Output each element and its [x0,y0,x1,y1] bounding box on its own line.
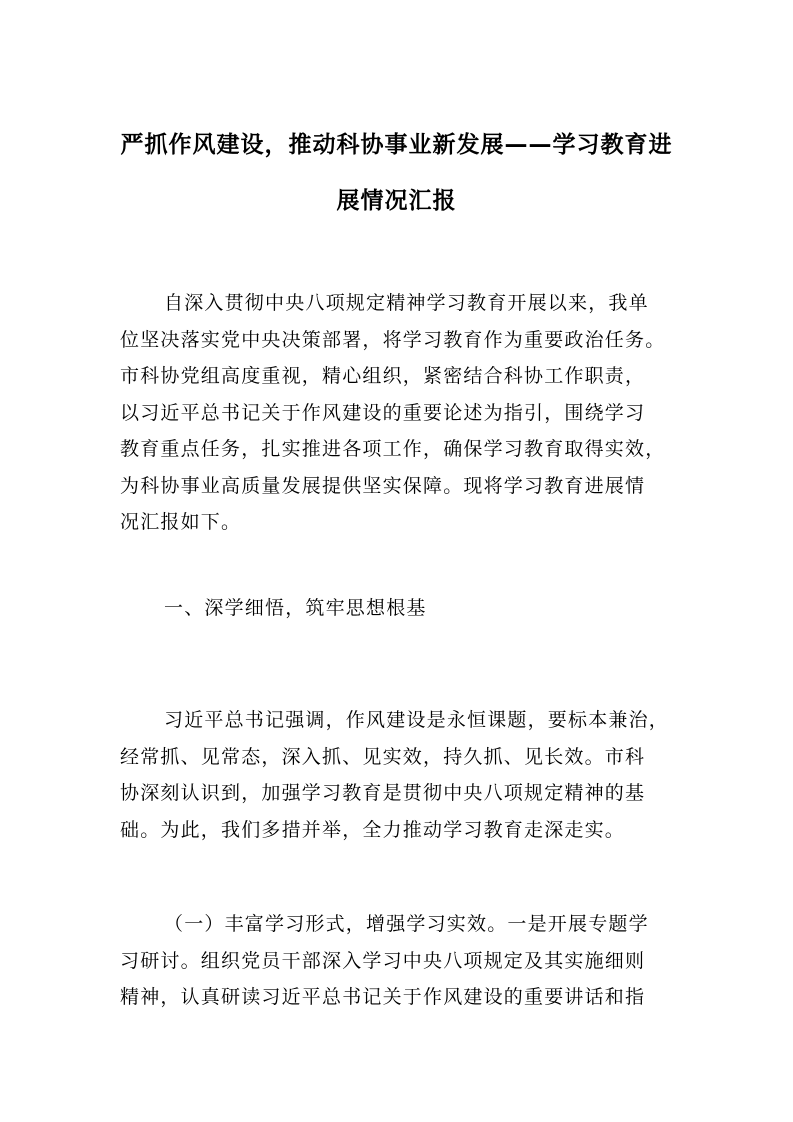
subsection-paragraph [120,906,680,1016]
paragraph-line: 础。为此，我们多措并举，全力推动学习教育走深走实。 [120,818,626,841]
paragraph-line: 以习近平总书记关于作风建设的重要论述为指引，围绕学习 [120,401,646,424]
paragraph-line: 习近平总书记强调，作风建设是永恒课题，要标本兼治， [164,709,670,731]
paragraph-line: 自深入贯彻中央八项规定精神学习教育开展以来，我单 [164,292,649,314]
paragraph-line: 教育重点任务，扎实推进各项工作，确保学习教育取得实效， [120,438,666,460]
paragraph-line: 经常抓、见常态，深入抓、见实效，持久抓、见长效。市科 [120,745,646,768]
section-paragraph [120,702,680,848]
paragraph-line: 市科协党组高度重视，精心组织，紧密结合科协工作职责， [120,365,646,387]
title-line: 展情况汇报 [336,188,457,214]
section-heading [120,590,680,627]
paragraph-line: （一）丰富学习形式，增强学习实效。一是开展专题学 [164,913,649,935]
paragraph-line: 况汇报如下。 [120,511,242,533]
document-title [100,117,693,229]
section-heading-text: 一、深学细悟，筑牢思想根基 [164,597,427,619]
intro-paragraph [120,285,680,541]
title-line: 严抓作风建设，推动科协事业新发展——学习教育进 [120,132,673,158]
paragraph-line: 为科协事业高质量发展提供坚实保障。现将学习教育进展情 [120,474,646,497]
paragraph-line: 习研讨。组织党员干部深入学习中央八项规定及其实施细则 [120,949,646,972]
paragraph-line: 协深刻认识到，加强学习教育是贯彻中央八项规定精神的基 [120,782,646,804]
paragraph-line: 精神，认真研读习近平总书记关于作风建设的重要讲话和指 [120,986,646,1008]
paragraph-line: 位坚决落实党中央决策部署，将学习教育作为重要政治任务。 [120,328,666,351]
